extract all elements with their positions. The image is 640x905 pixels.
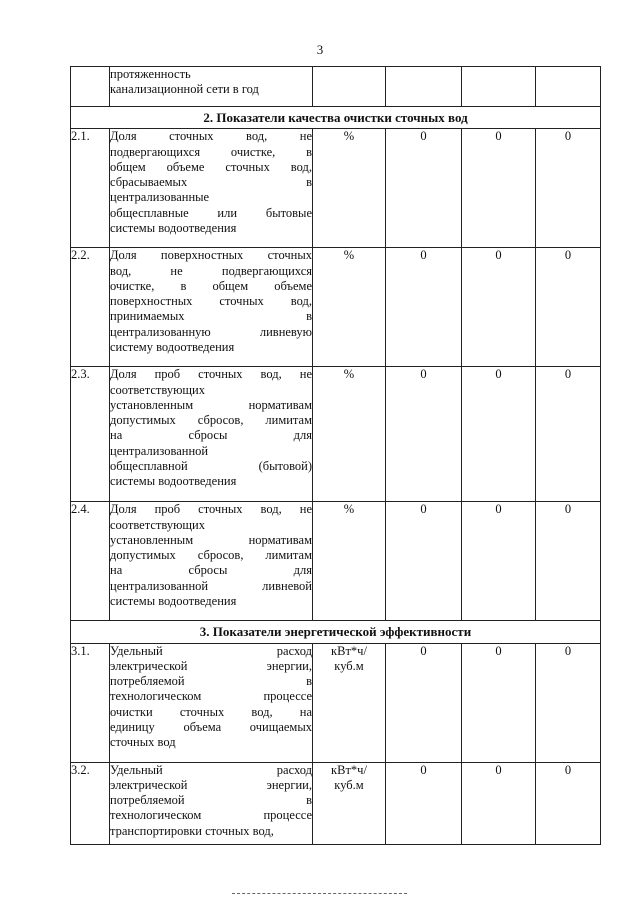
row-number-cell [71,67,110,107]
table-row [71,643,601,762]
description-line: централизованной ливневой [110,578,312,593]
value-cell [462,67,536,107]
value-cell: 0 [462,367,536,502]
description-line: допустимых сбросов, лимитам [110,548,312,563]
table-row [71,129,601,248]
section-header-row [71,107,601,129]
row-number: 2.1. [71,129,110,248]
description-line: на сбросы для [110,428,312,443]
indicator-description [110,643,313,762]
description-line: единицу объема очищаемых [110,720,312,735]
indicators-table-body [71,67,601,845]
description-line: системы водоотведения [110,594,237,609]
description-line: очистке, в общем объеме [110,278,312,293]
value-cell: 0 [462,129,536,248]
unit-cell [313,762,386,844]
description-line: общесплавной (бытовой) [110,459,312,474]
unit-cell: % [313,502,386,621]
page-number: 3 [316,42,324,57]
unit-line: кВт*ч/ [331,762,367,777]
description-line: Доля сточных вод, не [110,129,312,144]
description-line: централизованные [110,190,210,205]
table-row [71,248,601,367]
section-title: 2. Показатели качества очистки сточных вод [71,107,601,129]
description-line: систему водоотведения [110,340,235,355]
description-line: подвергающихся очистке, в [110,144,312,159]
description-line: поверхностных сточных вод, [110,294,312,309]
table-row-continuation [71,67,601,107]
value-cell: 0 [462,762,536,844]
description-line: очистки сточных вод, на [110,704,312,719]
value-cell: 0 [536,762,601,844]
description-line: соответствующих [110,517,205,532]
unit-cell: % [313,248,386,367]
unit-line: куб.м [334,777,364,792]
table-row [71,502,601,621]
value-cell: 0 [536,367,601,502]
indicator-description [110,248,313,367]
value-cell: 0 [386,762,462,844]
description-line: потребляемой в [110,793,312,808]
value-cell: 0 [536,643,601,762]
description-line: электрической энергии, [110,658,312,673]
unit-cell: % [313,367,386,502]
indicators-table [70,66,601,845]
table-row [71,367,601,502]
value-cell: 0 [386,643,462,762]
indicator-description [110,367,313,502]
indicator-description [110,67,313,107]
unit-cell [313,643,386,762]
row-number: 3.1. [71,643,110,762]
indicator-description [110,502,313,621]
description-line: технологическом процессе [110,689,312,704]
indicator-description [110,129,313,248]
value-cell: 0 [462,248,536,367]
value-cell: 0 [386,248,462,367]
value-cell: 0 [386,502,462,621]
description-line: Доля проб сточных вод, не [110,502,312,517]
page-footer-line [232,893,407,894]
description-line: системы водоотведения [110,474,237,489]
row-number: 2.4. [71,502,110,621]
value-cell: 0 [536,248,601,367]
indicator-description [110,762,313,844]
description-line: общесплавные или бытовые [110,205,312,220]
unit-line: куб.м [334,658,364,673]
unit-cell [313,67,386,107]
value-cell: 0 [462,643,536,762]
table-row [71,762,601,844]
value-cell: 0 [536,129,601,248]
description-line: установленным нормативам [110,397,312,412]
section-header-row [71,621,601,643]
description-line: вод, не подвергающихся [110,263,312,278]
unit-cell: % [313,129,386,248]
description-line: электрической энергии, [110,777,312,792]
description-line: Доля проб сточных вод, не [110,367,312,382]
description-line: транспортировки сточных вод, [110,823,274,838]
unit-line: кВт*ч/ [331,643,367,658]
description-line: канализационной сети в год [110,82,259,97]
value-cell [386,67,462,107]
row-number: 2.2. [71,248,110,367]
value-cell: 0 [386,367,462,502]
description-line: Доля поверхностных сточных [110,248,312,263]
description-line: централизованной [110,443,209,458]
value-cell: 0 [386,129,462,248]
description-line: централизованную ливневую [110,324,312,339]
description-line: общем объеме сточных вод, [110,159,312,174]
value-cell: 0 [536,502,601,621]
description-line: Удельный расход [110,643,312,658]
value-cell: 0 [462,502,536,621]
description-line: соответствующих [110,382,205,397]
section-title: 3. Показатели энергетической эффективности [71,621,601,643]
description-line: принимаемых в [110,309,312,324]
value-cell [536,67,601,107]
description-line: на сбросы для [110,563,312,578]
row-number: 2.3. [71,367,110,502]
description-line: сточных вод [110,735,176,750]
description-line: установленным нормативам [110,532,312,547]
description-line: допустимых сбросов, лимитам [110,413,312,428]
description-line: технологическом процессе [110,808,312,823]
description-line: системы водоотведения [110,221,237,236]
row-number: 3.2. [71,762,110,844]
description-line: потребляемой в [110,674,312,689]
description-line: сбрасываемых в [110,175,312,190]
description-line: протяженность [110,67,191,81]
description-line: Удельный расход [110,762,312,777]
